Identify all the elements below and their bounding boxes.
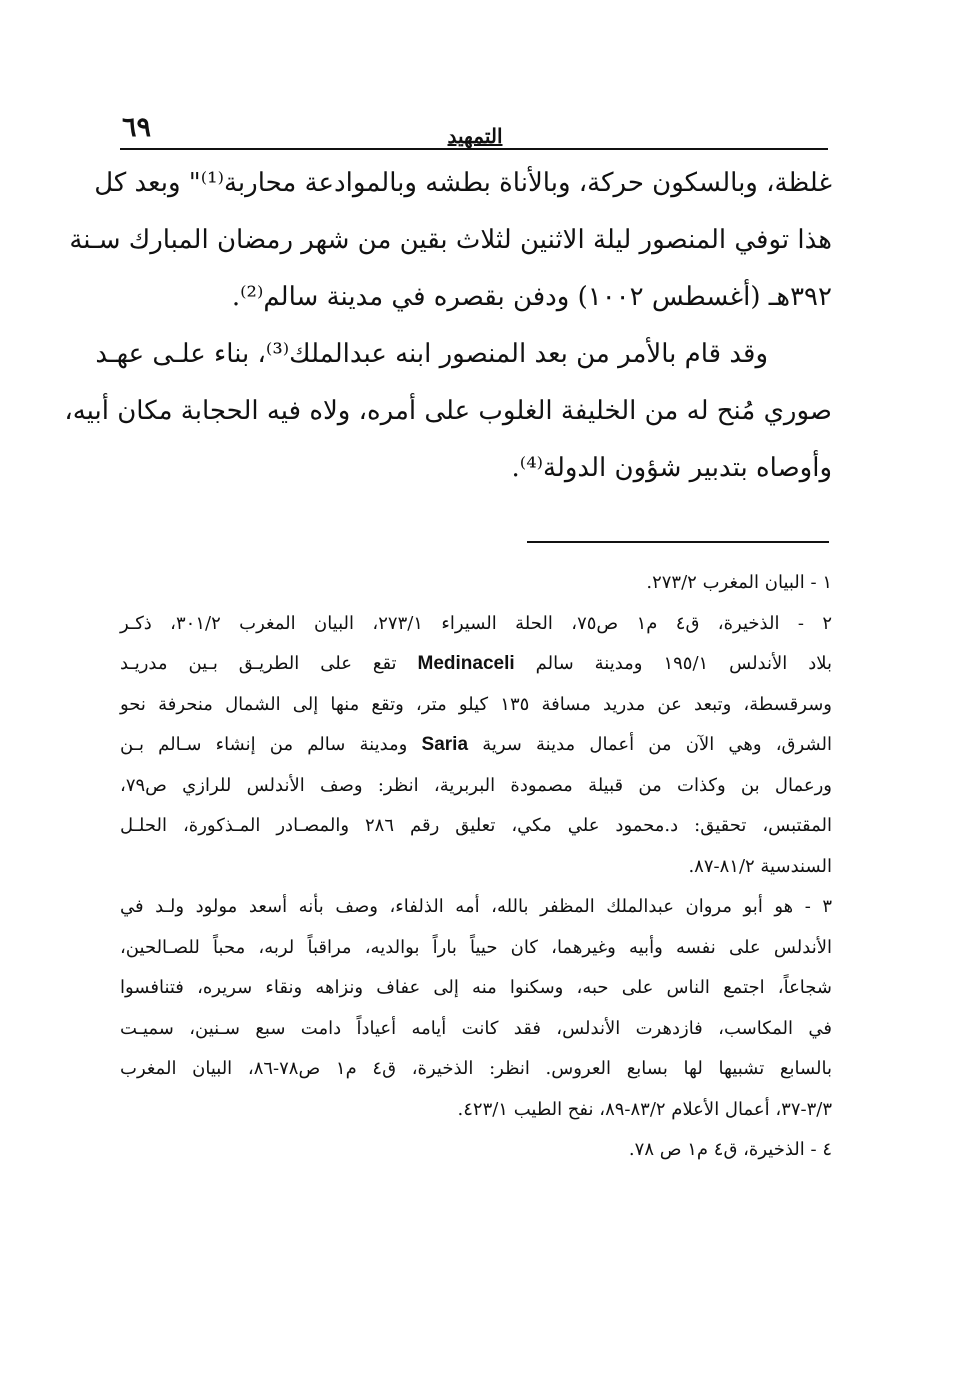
body-line: وقد قام بالأمر من بعد المنصور ابنه عبدالملك⁽³⁾، بناء علـى عهـد — [95, 339, 768, 369]
page-header — [120, 112, 830, 148]
footnote-line: المقتبس، تحقيق: د.محمود علي مكي، تعليق رقم ٢٨٦ والمصـادر المـذكورة، الحلـل — [120, 815, 832, 836]
running-title: التمهيد — [447, 124, 503, 148]
footnote-line: السندسية ٨١/٢-٨٧. — [688, 855, 832, 877]
footnote-line: ٣ - هو أبو مروان عبدالملك المظفر بالله، أمه الذلفاء، وصف بأنه أسعد مولود ولـد في — [120, 896, 832, 917]
footnote-text: تقع على الطريـق بـين مدريـد — [120, 653, 397, 674]
page-number: ٦٩ — [122, 112, 152, 143]
footnotes — [120, 563, 832, 1171]
body-line: ٣٩٢هـ (أغسطس ١٠٠٢) ودفن بقصره في مدينة سالم⁽²⁾. — [231, 282, 832, 312]
footnote-line: في المكاسب، فازدهرت الأندلس، فقد كانت أيامه أعياداً دامت سبع سـنين، سميـت — [120, 1017, 832, 1039]
body-text — [64, 155, 832, 497]
latin-place-name: Saria — [421, 734, 469, 755]
body-line: وأوصاه بتدبير شؤون الدولة⁽⁴⁾. — [511, 453, 832, 483]
latin-place-name: Medinaceli — [417, 653, 515, 674]
footnote-line: ورعمال بن وكذات من قبيلة مصمودة البربرية، انظر: وصف الأندلس للرازي ص٧٩، — [120, 774, 832, 796]
footnote-line: وسرقسطة، وتبعد عن مدريد مسافة ١٣٥ كيلو متر، وتقع منها إلى الشمال منحرفة نحو — [120, 693, 832, 715]
footnote-text: بلاد الأندلس ١٩٥/١ ومدينة سالم — [535, 653, 832, 674]
header-rule — [120, 148, 828, 150]
body-line: غلظة، وبالسكون حركة، وبالأناة بطشه وبالموادعة محاربة⁽¹⁾" وبعد كل — [94, 168, 832, 198]
footnote-line-mixed — [120, 725, 832, 766]
footnote-line: بالسابع تشبيها لها بسابع العروس. انظر: الذخيرة، ق٤ م١ ص٧٨-٨٦، البيان المغرب — [120, 1058, 832, 1079]
footnote-line-mixed — [120, 644, 832, 685]
footnote-line: ٣/٣-٣٧، أعمال الأعلام ٨٣/٢-٨٩، نفح الطيب ٤٢٣/١. — [457, 1098, 832, 1120]
body-line: صوري مُنح له من الخليفة الغلوب على أمره، ولاه فيه الحجابة مكان أبيه، — [64, 396, 832, 426]
footnote-line: ١ - البيان المغرب ٢٧٣/٢. — [646, 572, 832, 593]
footnote-text: الشرق، وهي الآن من أعمال مدينة سرية — [482, 734, 832, 755]
footnote-separator — [527, 541, 829, 543]
footnote-text: ومدينة سالم من إنشاء سـالم بـن — [120, 734, 408, 755]
footnote-line: ٢ - الذخيرة، ق٤ م١ ص٧٥، الحلة السيراء ٢٧٣/١، البيان المغرب ٣٠١/٢، ذكـر — [120, 612, 833, 634]
footnote-line: ٤ - الذخيرة، ق٤ م١ ص ٧٨. — [628, 1139, 832, 1160]
body-line: هذا توفي المنصور ليلة الاثنين لثلاث بقين من شهر رمضان المبارك سـنة — [69, 225, 832, 255]
footnote-line: الأندلس على نفسه وأبيه وغيرهما، كان حيياً باراً بوالديه، مراقباً لربه، محباً للصـالحين، — [120, 936, 832, 958]
footnote-line: شجاعاً، اجتمع الناس على حبه، وسكنوا منه إلى عفاف ونزاهه ونقاء سريره، فتنافسوا — [120, 977, 832, 998]
